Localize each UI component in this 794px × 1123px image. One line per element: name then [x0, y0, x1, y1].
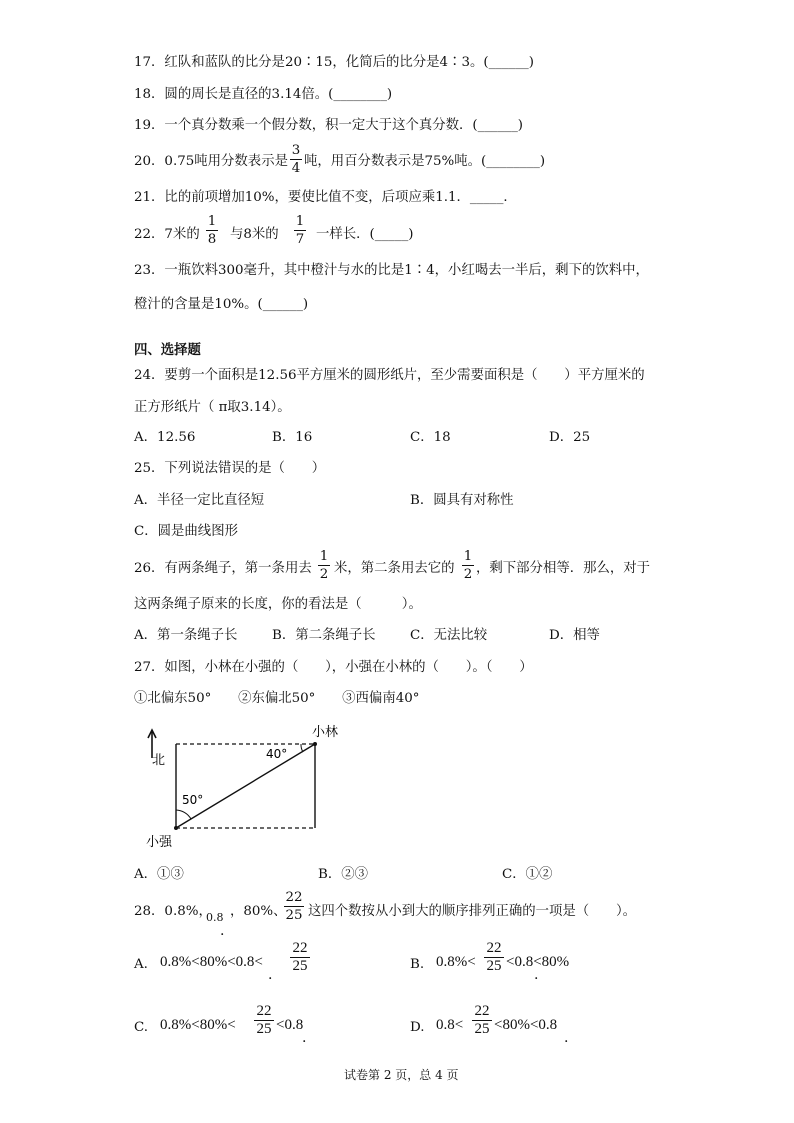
- q27-option-c: C．①②: [502, 867, 553, 882]
- fraction-1-2-second: 1 2: [463, 549, 473, 582]
- question-23-line-2: 橙汁的含量是10%。(______): [134, 297, 309, 312]
- q28-option-d-expr-1: 0.8<: [436, 1017, 464, 1033]
- q27-option-a: A．①③: [134, 867, 184, 882]
- question-20-part-a: 20．0.75吨用分数表示是: [134, 154, 288, 169]
- repeating-decimal: 0.8: [206, 911, 224, 924]
- arc-40: [301, 744, 303, 752]
- q28-option-c-fraction: 22 25: [254, 1004, 274, 1037]
- page-footer: 试卷第 2 页，总 4 页: [344, 1068, 459, 1082]
- question-19: 19．一个真分数乘一个假分数，积一定大于这个真分数．(______): [134, 118, 524, 133]
- q25-option-b: B．圆具有对称性: [410, 493, 514, 508]
- question-26-part-c: ，剩下部分相等．那么，对于: [476, 561, 651, 576]
- question-28-part-c: 这四个数按从小到大的顺序排列正确的一项是（ ）。: [308, 904, 637, 919]
- fraction-1-2-first: 1 2: [319, 549, 329, 582]
- q28-option-d-expr-2: <80%<0.8: [494, 1017, 558, 1033]
- point-xiaolin: [313, 742, 317, 746]
- fraction-1-8: 1 8: [207, 214, 217, 247]
- q24-option-b: B．16: [272, 430, 313, 445]
- q24-option-d: D．25: [549, 430, 591, 445]
- q28-option-a-dot: .: [268, 967, 273, 983]
- q28-option-b-expr-1: 0.8%<: [436, 954, 476, 970]
- north-label: 北: [152, 753, 166, 768]
- xiaolin-label: 小林: [312, 725, 339, 740]
- q28-option-b-dot: .: [534, 967, 539, 983]
- q24-option-a: A．12.56: [134, 430, 196, 445]
- point-xiaoqiang: [174, 826, 178, 830]
- diagonal-line: [176, 744, 315, 828]
- q28-option-b-expr-2: <0.8<80%: [506, 954, 570, 970]
- question-17: 17．红队和蓝队的比分是20∶15，化简后的比分是4∶3。(______): [134, 55, 534, 70]
- q26-option-c: C．无法比较: [410, 628, 488, 643]
- section-heading-choice: 四、选择题: [134, 342, 201, 358]
- q26-option-b: B．第二条绳子长: [272, 628, 376, 643]
- q25-option-a: A．半径一定比直径短: [134, 493, 265, 508]
- question-24-line-1: 24．要剪一个面积是12.56平方厘米的圆形纸片，至少需要面积是（ ）平方厘米的: [134, 368, 645, 383]
- q28-option-a-label: A.: [134, 957, 148, 972]
- question-24-line-2: 正方形纸片（ π取3.14）。: [134, 400, 291, 415]
- q28-option-c-dot: .: [302, 1030, 307, 1046]
- q24-option-c: C．18: [410, 430, 451, 445]
- question-20-part-b: 吨，用百分数表示是75%吨。(________): [304, 154, 546, 169]
- question-22-part-a: 22．7米的: [134, 227, 200, 242]
- question-22-part-c: 一样长．(_____): [316, 227, 414, 242]
- angle-40-label: 40°: [266, 747, 288, 761]
- q27-statements: ①北偏东50° ②东偏北50° ③西偏南40°: [134, 691, 420, 706]
- q28-option-c-expr-2: <0.8: [276, 1017, 304, 1033]
- question-25: 25．下列说法错误的是（ ）: [134, 461, 326, 476]
- question-22-part-b: 与8米的: [230, 227, 279, 242]
- q28-option-a-fraction: 22 25: [290, 941, 310, 974]
- q28-option-d-fraction: 22 25: [472, 1004, 492, 1037]
- question-26-part-b: 米，第二条用去它的: [334, 561, 455, 576]
- xiaoqiang-label: 小强: [146, 835, 173, 850]
- question-28-part-a: 28．0.8%，: [134, 904, 212, 919]
- q28-option-b-label: B.: [410, 957, 425, 972]
- question-27: 27．如图，小林在小强的（ ），小强在小林的（ ）。（ ）: [134, 660, 533, 675]
- question-21: 21．比的前项增加10%，要使比值不变，后项应乘1.1．_____．: [134, 190, 517, 205]
- q26-option-d: D．相等: [549, 628, 600, 643]
- question-26-part-a: 26．有两条绳子，第一条用去: [134, 561, 312, 576]
- q26-option-a: A．第一条绳子长: [134, 628, 238, 643]
- question-26-line-2: 这两条绳子原来的长度，你的看法是（ ）。: [134, 597, 422, 612]
- angle-50-label: 50°: [182, 793, 204, 807]
- question-28-part-b: ，80%、: [230, 904, 287, 919]
- fraction-3-4: 3 4: [291, 143, 301, 176]
- arc-50: [176, 810, 191, 819]
- direction-figure: [140, 722, 340, 852]
- question-18: 18．圆的周长是直径的3.14倍。(________): [134, 87, 393, 102]
- q27-option-b: B．②③: [318, 867, 369, 882]
- q28-option-c-label: C.: [134, 1020, 149, 1035]
- q28-option-a-expr: 0.8%<80%<0.8<: [160, 954, 263, 970]
- repeat-dot: .: [220, 923, 225, 939]
- q28-option-c-expr-1: 0.8%<80%<: [160, 1017, 236, 1033]
- question-23-line-1: 23．一瓶饮料300毫升，其中橙汁与水的比是1∶4，小红喝去一半后，剩下的饮料中，: [134, 263, 649, 278]
- q28-option-d-dot: .: [564, 1030, 569, 1046]
- q25-option-c: C．圆是曲线图形: [134, 524, 238, 539]
- fraction-1-7: 1 7: [295, 214, 305, 247]
- q28-option-b-fraction: 22 25: [484, 941, 504, 974]
- fraction-22-25: 22 25: [285, 890, 303, 923]
- q28-option-d-label: D.: [410, 1020, 425, 1035]
